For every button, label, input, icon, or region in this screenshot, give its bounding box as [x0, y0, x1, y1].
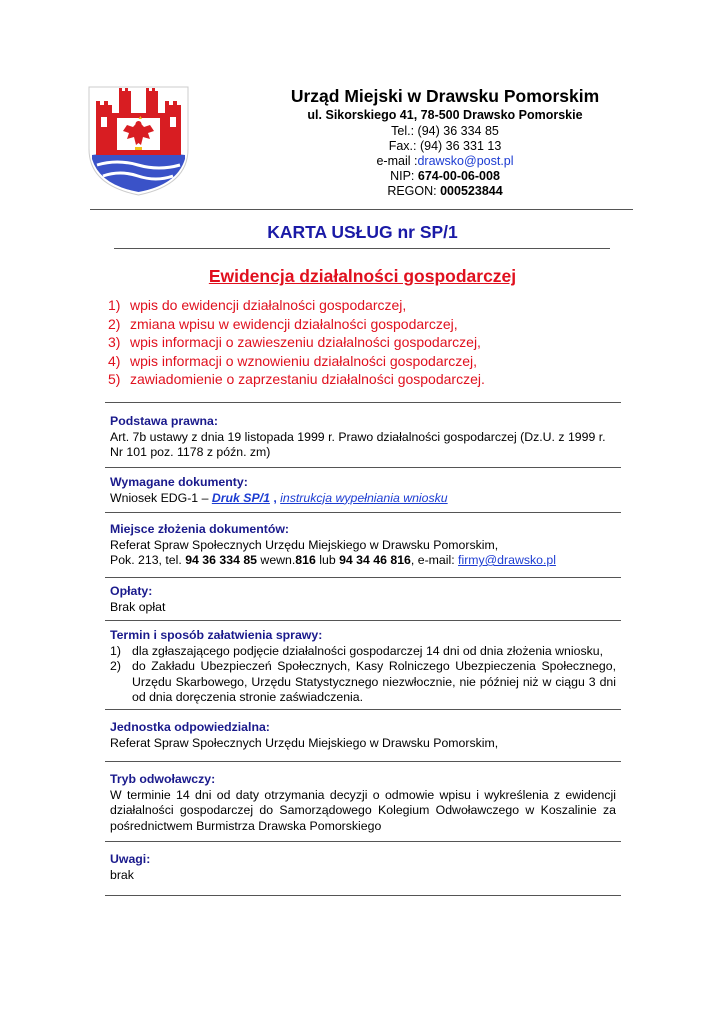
documents-separator: ,: [269, 490, 281, 505]
deadline-item: 1) dla zgłaszającego podjęcie działalności gospodarczej 14 dni od dnia złożenia wniosku,: [110, 643, 603, 658]
legal-basis-text: Art. 7b ustawy z dnia 19 listopada 1999 r. Prawo działalności gospodarczej (Dz.U. z 1999 r. Nr 101 poz. 1178 z późn. zm): [110, 429, 606, 459]
service-list: [108, 296, 485, 389]
legal-basis-section: [110, 414, 616, 461]
service-item: 2) zmiana wpisu w ewidencji działalności gospodarczej,: [108, 315, 458, 332]
section-divider: [105, 467, 621, 468]
notes-section: [110, 852, 616, 883]
section-divider: [105, 577, 621, 578]
unit-section: [110, 720, 616, 751]
fees-section: [110, 584, 616, 615]
org-email-label: e-mail :: [376, 154, 418, 168]
submission-email-link[interactable]: firmy@drawsko.pl: [458, 553, 556, 567]
deadline-heading: Termin i sposób załatwienia sprawy:: [110, 628, 323, 642]
druk-sp1-link[interactable]: Druk SP/1: [211, 490, 270, 505]
submission-line2: [110, 553, 616, 569]
phone-2: 94 34 46 816: [339, 553, 411, 567]
org-regon-line: [230, 184, 660, 198]
title-divider: [114, 248, 610, 249]
submission-section: [110, 522, 616, 569]
legal-basis-heading: Podstawa prawna:: [110, 414, 218, 428]
org-address: ul. Sikorskiego 41, 78-500 Drawsko Pomorskie: [307, 108, 583, 122]
section-divider: [105, 709, 621, 710]
appeal-section: [110, 772, 616, 834]
org-email-link[interactable]: drawsko@post.pl: [417, 154, 514, 168]
card-title: KARTA USŁUG nr SP/1: [267, 222, 458, 242]
section-divider: [105, 895, 621, 896]
section-divider: [105, 402, 621, 403]
org-nip-line: [230, 169, 660, 183]
submission-heading: Miejsce złożenia dokumentów:: [110, 522, 290, 536]
documents-prefix: Wniosek EDG-1 –: [110, 490, 212, 505]
section-divider: [105, 620, 621, 621]
org-email-line: [230, 154, 660, 168]
documents-line: [110, 491, 616, 507]
org-tel: Tel.: (94) 36 334 85: [391, 124, 499, 138]
regon-label: REGON:: [387, 184, 441, 198]
submission-line1: Referat Spraw Społecznych Urzędu Miejskiego w Drawsku Pomorskim,: [110, 537, 499, 552]
nip-label: NIP:: [390, 169, 418, 183]
deadline-section: [110, 628, 616, 706]
email-label: , e-mail:: [410, 553, 459, 567]
unit-heading: Jednostka odpowiedzialna:: [110, 720, 270, 734]
service-item: 4) wpis informacji o wznowieniu działalności gospodarczej,: [108, 352, 478, 369]
regon-value: 000523844: [440, 184, 503, 198]
section-divider: [105, 761, 621, 762]
service-item: 5) zawiadomienie o zaprzestaniu działalności gospodarczej.: [108, 371, 485, 387]
ext-value: 816: [295, 553, 316, 567]
documents-heading: Wymagane dokumenty:: [110, 475, 248, 489]
instruction-link[interactable]: instrukcja wypełniania wniosku: [280, 490, 448, 505]
appeal-text: W terminie 14 dni od daty otrzymania decyzji o odmowie wpisu i wykreślenia z ewidencji działalności gospodarczej do Samorządowego Kolegium Odwoławczego w Koszalinie za pośrednictwem Burmistrza Drawska Pomorskiego: [110, 787, 616, 833]
header-divider: [90, 209, 633, 210]
service-subject: Ewidencja działalności gospodarczej: [208, 266, 517, 286]
deadline-list: [110, 644, 616, 706]
fees-heading: Opłaty:: [110, 584, 153, 598]
or-text: lub: [315, 553, 340, 567]
service-item: 3) wpis informacji o zawieszeniu działalności gospodarczej,: [108, 334, 481, 350]
phone-1: 94 36 334 85: [185, 553, 258, 567]
org-fax: Fax.: (94) 36 331 13: [388, 139, 502, 153]
section-divider: [105, 512, 621, 513]
nip-value: 674-00-06-008: [417, 169, 500, 183]
room-text: Pok. 213, tel.: [110, 553, 186, 567]
org-name: Urząd Miejski w Drawsku Pomorskim: [290, 86, 600, 106]
municipal-crest: [87, 85, 190, 197]
service-item: 1) wpis do ewidencji działalności gospodarczej,: [108, 297, 407, 313]
notes-text: brak: [110, 867, 134, 882]
documents-section: [110, 475, 616, 506]
ext-label: wewn.: [257, 553, 296, 567]
deadline-item: 2) do Zakładu Ubezpieczeń Społecznych, Kasy Rolniczego Ubezpieczenia Społecznego, Urzędu Skarbowego, Urzędu Statystycznego niezwłocznie, nie później niż w ciągu 3 dni od dnia doręczenia stronie zaświadczenia.: [110, 659, 616, 704]
section-divider: [105, 841, 621, 842]
unit-text: Referat Spraw Społecznych Urzędu Miejskiego w Drawsku Pomorskim,: [110, 735, 499, 750]
notes-heading: Uwagi:: [110, 852, 151, 866]
appeal-heading: Tryb odwoławczy:: [110, 772, 216, 786]
fees-text: Brak opłat: [110, 599, 166, 614]
